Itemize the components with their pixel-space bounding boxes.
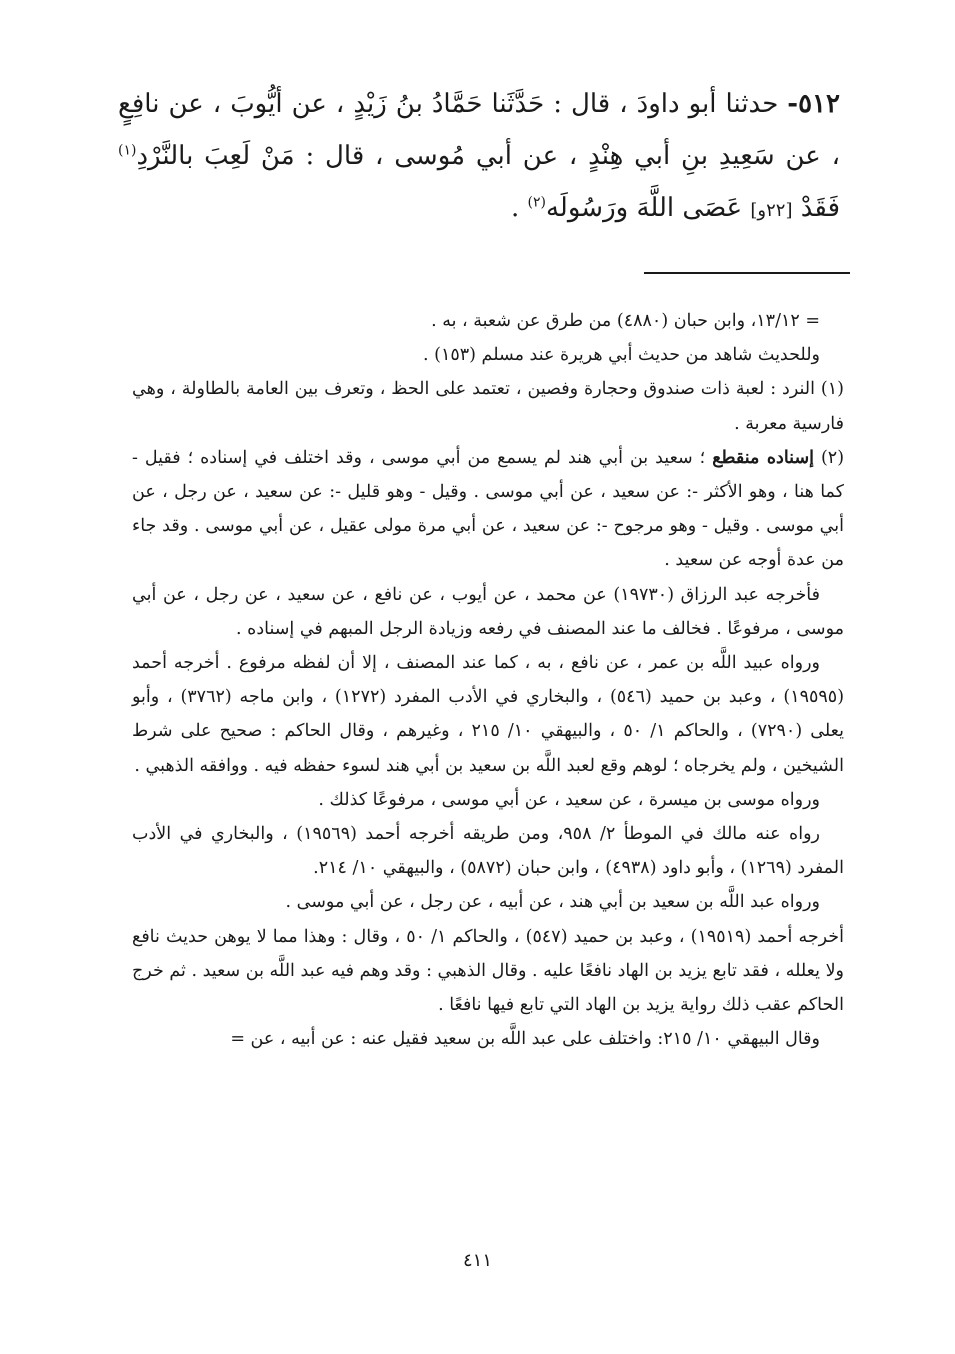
paragraph-musa: ورواه موسى بن ميسرة ، عن سعيد ، عن أبي موسى ، مرفوعًا كذلك . xyxy=(318,789,820,810)
paragraph-ahmad: أخرجه أحمد (١٩٥١٩) ، وعبد بن حميد (٥٤٧) ، والحاكم ١/ ٥٠ ، وقال : وهذا مما لا يوهن حديث نافع ولا يعلله ، فقد تابع يزيد بن الهاد نافعًا عليه . وقال الذهبي : وقد وهم فيه عبد اللَّه بن سعيد . ثم خرج الحاكم عقب ذلك رواية يزيد بن الهاد التي تابع فيها نافعًا . xyxy=(132,926,844,1016)
paragraph-malik: رواه عنه مالك في الموطأ ٢/ ٩٥٨، ومن طريقه أخرجه أحمد (١٩٥٦٩) ، والبخاري في الأدب المفرد (١٢٦٩) ، وأبو داود (٤٩٣٨) ، وابن حبان (٥٨٧٢) ، والبيهقي ١٠/ ٢١٤. xyxy=(132,824,844,879)
paragraph-abdullah: ورواه عبد اللَّه بن سعيد بن أبي هند ، عن أبيه ، عن رجل ، عن أبي موسى . xyxy=(285,892,820,913)
hadith-body-end: . xyxy=(510,193,528,223)
paragraph-ubaydullah: ورواه عبيد اللَّه بن عمر ، عن نافع ، به ، كما عند المصنف ، إلا أن لفظه مرفوع . أخرجه أحمد (١٩٥٩٥) ، وعبد بن حميد (٥٤٦) ، والبخاري في الأدب المفرد (١٢٧٢) ، وابن ماجه (٣٧٦٢) ، وأبو يعلى (٧٢٩٠) ، والحاكم ١/ ٥٠ ، والبيهقي ١٠/ ٢١٥ ، وغيرهم ، وقال الحاكم : صحيح على شرط الشيخين ، ولم يخرجاه ؛ لوهم وقع لعبد اللَّه بن سعيد بن أبي هند لسوء حفظه فيه . ووافقه الذهبي . xyxy=(132,653,845,776)
footnote-ref-1: (١) xyxy=(118,142,137,159)
footnotes xyxy=(132,304,844,1056)
paragraph-abdulrazzaq: فأخرجه عبد الرزاق (١٩٧٣٠) عن محمد ، عن أيوب ، عن نافع ، عن سعيد ، عن رجل ، عن أبي موسى ، مرفوعًا . فخالف ما عند المصنف في رفعه وزيادة الرجل المبهم في إسناده . xyxy=(132,584,844,639)
hadith-body-part1: حدثنا أبو داودَ ، قال : حَدَّثَنا حَمَّادُ بنُ زَيْدٍ ، عن أيُّوبَ ، عن نافِعٍ ، عن سَعِيدِ بنِ أبي هِنْدٍ ، عن أبي مُوسى ، قال : مَنْ لَعِبَ بالنَّرْدِ xyxy=(118,89,840,171)
footnote-continuation-2: وللحديث شاهد من حديث أبي هريرة عند مسلم (١٥٣) . xyxy=(423,345,820,366)
paragraph-bayhaqi: وقال البيهقي ١٠/ ٢١٥: واختلف على عبد اللَّه بن سعيد فقيل عنه : عن أبيه ، عن = xyxy=(230,1029,820,1050)
footnote-2 xyxy=(132,441,844,578)
hadith-number: ٥١٢- xyxy=(787,89,840,119)
footnote-continuation-1: = ١٣/١٢، وابن حبان (٤٨٨٠) من طرق عن شعبة ، به . xyxy=(431,311,820,331)
footnote-separator xyxy=(644,272,850,274)
manuscript-folio-marker: [٢٢و] xyxy=(750,200,793,221)
footnote-2-verdict: إسناده منقطع xyxy=(712,447,814,468)
footnote-2-body: ؛ سعيد بن أبي هند لم يسمع من أبي موسى ، وقد اختلف في إسناده ؛ فقيل - كما هنا ، وهو الأكثر -: عن سعيد ، عن أبي موسى . وقيل - وهو قليل -: عن سعيد ، عن رجل ، عن أبي موسى . وقيل - وهو مرجوح -: عن سعيد ، عن أبي مرة مولى عقيل ، عن أبي موسى . وقد جاء من عدة أوجه عن سعيد . xyxy=(132,447,844,571)
footnote-ref-2: (٢) xyxy=(527,194,546,211)
hadith-body-part2: فَقَدْ xyxy=(792,193,840,223)
page-number: ٤١١ xyxy=(462,1250,492,1271)
footnote-1: (١) النرد : لعبة ذات صندوق وحجارة وفصين ، تعتمد على الحظ ، وتعرف بين العامة بالطاولة ، وهي فارسية معربة . xyxy=(132,379,844,434)
hadith-text xyxy=(118,78,840,237)
hadith-body-part3: عَصَى اللَّهَ ورَسُولَه xyxy=(545,193,751,223)
footnote-2-label: (٢) xyxy=(813,447,845,468)
